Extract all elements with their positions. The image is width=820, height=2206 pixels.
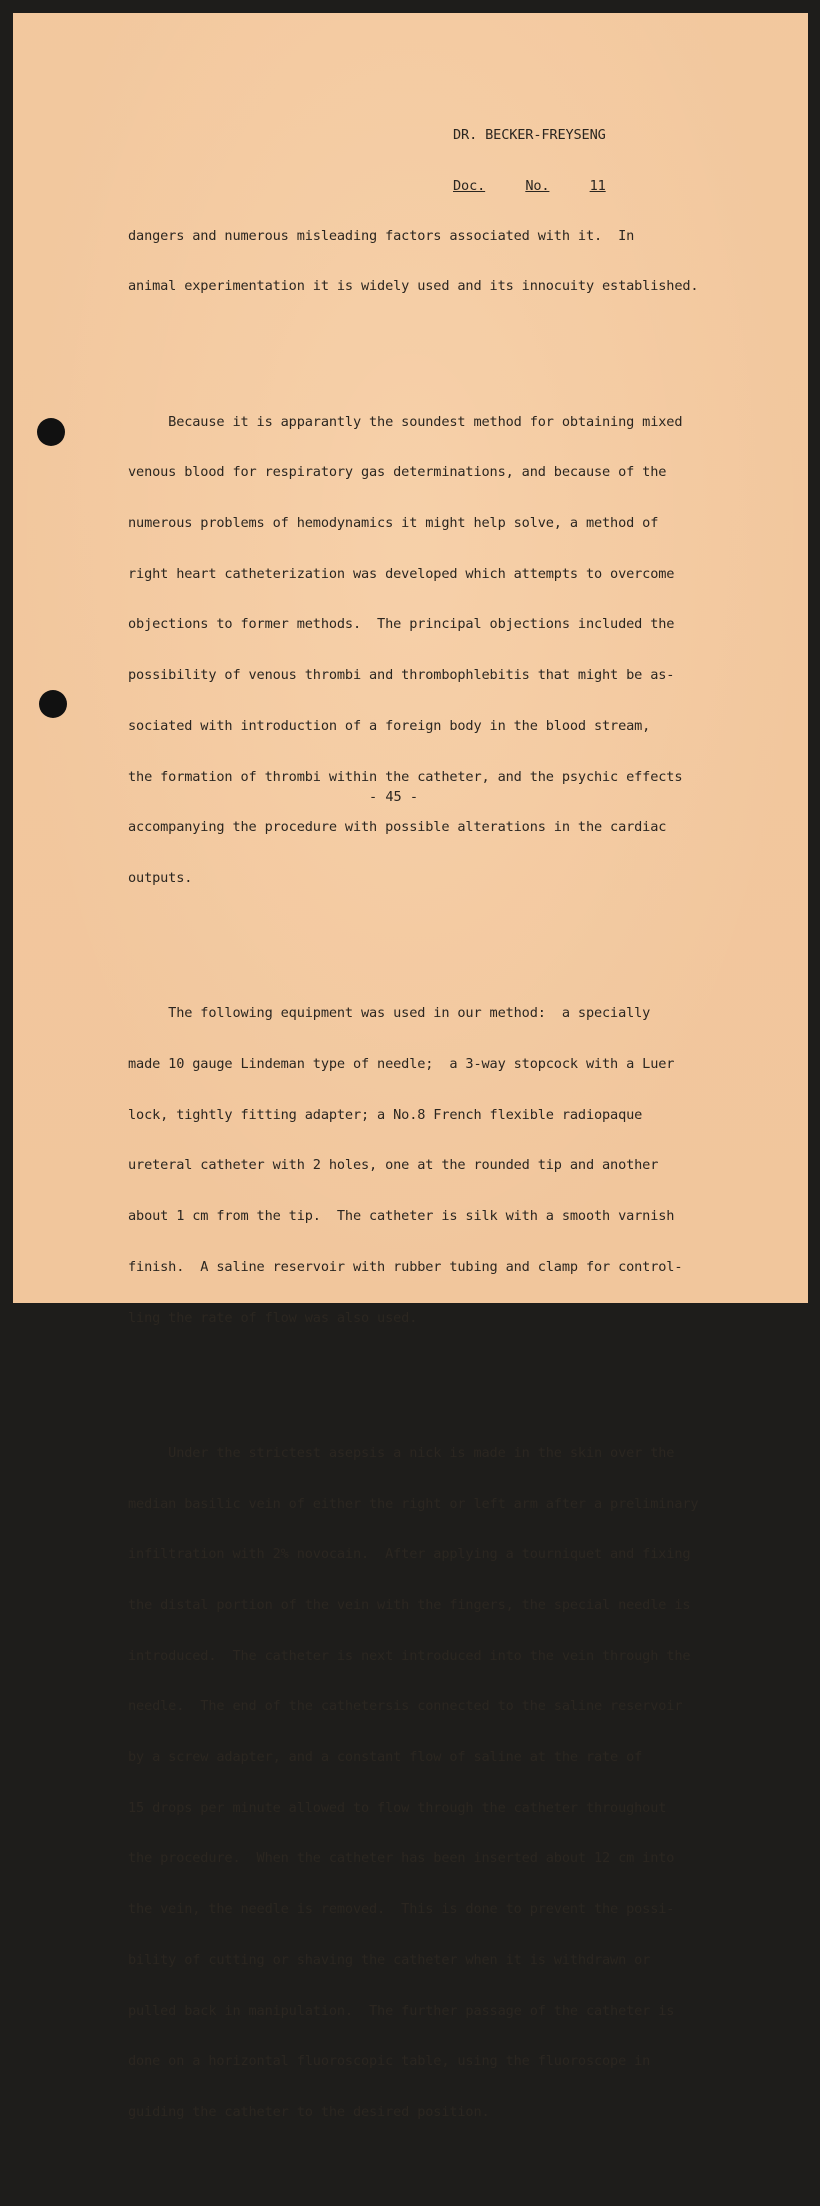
- text-line: about 1 cm from the tip. The catheter is silk with a smooth varnish: [128, 1208, 675, 1225]
- text-line: infiltration with 2% novocain. After applying a tourniquet and fixing: [128, 1546, 691, 1563]
- text-line: outputs.: [128, 869, 193, 886]
- punch-hole: [39, 690, 67, 718]
- punch-hole: [37, 418, 65, 446]
- page-number: - 45 -: [369, 789, 419, 805]
- document-body: [128, 160, 698, 2206]
- text-line: dangers and numerous misleading factors associated with it. In: [128, 227, 635, 244]
- text-line: the distal portion of the vein with the fingers, the special needle is: [128, 1596, 691, 1613]
- paragraph: [128, 194, 698, 329]
- text-line: made 10 gauge Lindeman type of needle; a 3-way stopcock with a Luer: [128, 1056, 675, 1073]
- paragraph: [128, 380, 698, 921]
- text-line: objections to former methods. The principal objections included the: [128, 616, 675, 633]
- no-label: No.: [525, 178, 550, 194]
- text-line: the procedure. When the catheter has been inserted about 12 cm into: [128, 1850, 675, 1867]
- text-line: The following equipment was used in our method: a specially: [128, 1005, 651, 1022]
- text-line: 15 drops per minute allowed to flow through the catheter throughout: [128, 1799, 667, 1816]
- text-line: animal experimentation it is widely used and its innocuity established.: [128, 278, 699, 295]
- text-line: numerous problems of hemodynamics it might help solve, a method of: [128, 515, 659, 532]
- text-line: median basilic vein of either the right or left arm after a preliminary: [128, 1495, 699, 1512]
- doc-number: 11: [589, 178, 606, 194]
- text-line: Because it is apparantly the soundest method for obtaining mixed: [128, 413, 683, 430]
- text-line: sociated with introduction of a foreign body in the blood stream,: [128, 717, 651, 734]
- text-line: by a screw adapter, and a constant flow of saline at the rate of: [128, 1749, 643, 1766]
- text-line: right heart catheterization was developed which attempts to overcome: [128, 565, 675, 582]
- text-line: ling the rate of flow was also used.: [128, 1309, 418, 1326]
- doc-label: Doc.: [453, 178, 486, 194]
- document-page: [13, 13, 808, 2120]
- text-line: pulled back in manipulation. The further passage of the catheter is: [128, 2002, 675, 2019]
- text-line: guiding the catheter to the desired position.: [128, 2104, 490, 2120]
- text-line: accompanying the procedure with possible alterations in the cardiac: [128, 819, 667, 836]
- text-line: possibility of venous thrombi and thrombophlebitis that might be as-: [128, 667, 675, 684]
- paragraph: [128, 972, 698, 1361]
- text-line: venous blood for respiratory gas determinations, and because of the: [128, 464, 667, 481]
- text-line: done on a horizontal fluoroscopic table, using the fluoroscope in: [128, 2053, 651, 2070]
- text-line: the formation of thrombi within the catheter, and the psychic effects: [128, 768, 683, 785]
- text-line: bility of cutting or shaving the catheter when it is withdrawn or: [128, 1951, 651, 1968]
- text-line: needle. The end of the cathetersis connected to the saline reservoir: [128, 1698, 683, 1715]
- text-line: introduced. The catheter is next introduced into the vein through the: [128, 1647, 691, 1664]
- text-line: the vein, the needle is removed. This is done to prevent the possi-: [128, 1901, 675, 1918]
- text-line: Under the strictest asepsis a nick is made in the skin over the: [128, 1444, 675, 1461]
- text-line: finish. A saline reservoir with rubber tubing and clamp for control-: [128, 1258, 683, 1275]
- paragraph: [128, 1411, 698, 2155]
- text-line: ureteral catheter with 2 holes, one at the rounded tip and another: [128, 1157, 659, 1174]
- text-line: lock, tightly fitting adapter; a No.8 French flexible radiopaque: [128, 1106, 643, 1123]
- author-name: DR. BECKER-FREYSENG: [453, 127, 606, 143]
